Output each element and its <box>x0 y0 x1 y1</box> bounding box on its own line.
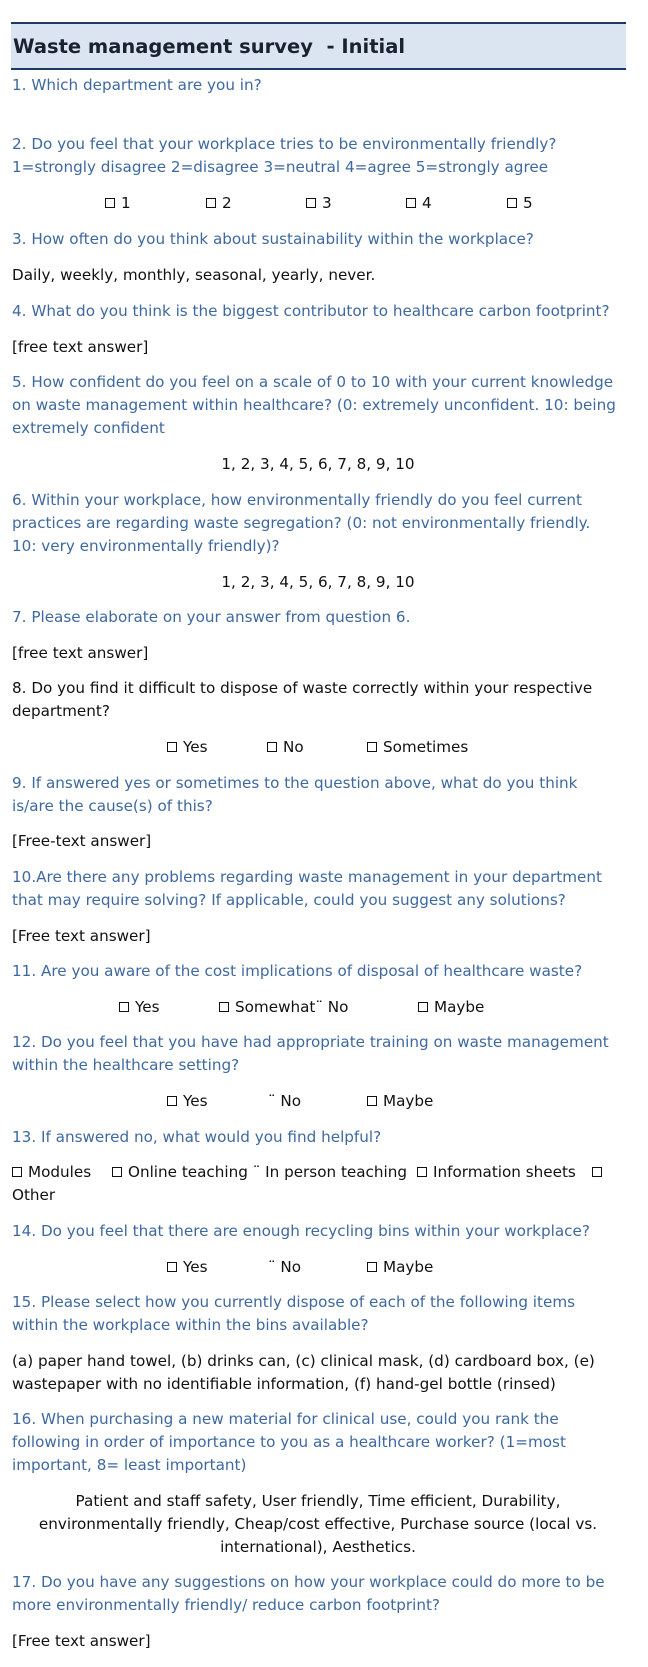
checkbox-icon <box>167 1096 177 1106</box>
q11-option-yes[interactable]: Yes <box>119 996 160 1019</box>
question-10-line-2: that may require solving? If applicable, could you suggest any solutions? <box>12 891 566 909</box>
question-5-scale: 1, 2, 3, 4, 5, 6, 7, 8, 9, 10 <box>221 455 415 473</box>
q11-option-maybe[interactable]: Maybe <box>418 996 484 1019</box>
question-12-line-1: 12. Do you feel that you have had appropriate training on waste management <box>12 1033 609 1051</box>
q8-option-sometimes[interactable]: Sometimes <box>367 736 468 759</box>
question-7-answer: [free text answer] <box>12 644 149 662</box>
question-16-line-2: following in order of importance to you as a healthcare worker? (1=most <box>12 1433 566 1451</box>
q13-option-modules[interactable]: Modules <box>12 1161 91 1184</box>
q2-option-2[interactable]: 2 <box>206 192 232 215</box>
question-7: 7. Please elaborate on your answer from question 6. <box>12 608 411 626</box>
checkbox-icon <box>167 742 177 752</box>
checkbox-icon <box>367 742 377 752</box>
question-16-answer-line-1: Patient and staff safety, User friendly, Time efficient, Durability, <box>75 1492 561 1510</box>
q14-option-yes[interactable]: Yes <box>167 1256 208 1279</box>
checkbox-icon <box>507 198 517 208</box>
question-8-line-2: department? <box>12 702 110 720</box>
question-4: 4. What do you think is the biggest contributor to healthcare carbon footprint? <box>12 302 610 320</box>
survey-title-bar <box>11 22 626 70</box>
question-6-scale: 1, 2, 3, 4, 5, 6, 7, 8, 9, 10 <box>221 573 415 591</box>
q11-option-somewhat[interactable]: Somewhat¨ No <box>219 996 348 1019</box>
question-5-line-3: extremely confident <box>12 419 165 437</box>
question-2: 2. Do you feel that your workplace tries to be environmentally friendly? <box>12 135 557 153</box>
q8-option-no[interactable]: No <box>267 736 304 759</box>
checkbox-icon <box>406 198 416 208</box>
checkbox-icon <box>219 1002 229 1012</box>
question-15-answer-line-2: wastepaper with no identifiable information, (f) hand-gel bottle (rinsed) <box>12 1375 556 1393</box>
q8-option-yes[interactable]: Yes <box>167 736 208 759</box>
q14-option-no[interactable]: ¨ No <box>268 1258 302 1276</box>
q2-option-3[interactable]: 3 <box>306 192 332 215</box>
q12-option-yes[interactable]: Yes <box>167 1090 208 1113</box>
question-5-line-2: on waste management within healthcare? (0: extremely unconfident. 10: being <box>12 396 616 414</box>
checkbox-icon <box>119 1002 129 1012</box>
checkbox-icon <box>12 1167 22 1177</box>
question-16-answer-line-2: environmentally friendly, Cheap/cost effective, Purchase source (local vs. <box>38 1515 598 1533</box>
question-10-line-1: 10.Are there any problems regarding waste management in your department <box>12 868 602 886</box>
question-6-line-2: practices are regarding waste segregation? (0: not environmentally friendly. <box>12 514 591 532</box>
question-14: 14. Do you feel that there are enough recycling bins within your workplace? <box>12 1222 590 1240</box>
question-9-line-2: is/are the cause(s) of this? <box>12 797 213 815</box>
checkbox-icon <box>367 1262 377 1272</box>
question-3: 3. How often do you think about sustainability within the workplace? <box>12 230 534 248</box>
q2-option-5[interactable]: 5 <box>507 192 533 215</box>
question-6-line-1: 6. Within your workplace, how environmentally friendly do you feel current <box>12 491 582 509</box>
checkbox-icon <box>417 1167 427 1177</box>
checkbox-icon <box>112 1167 122 1177</box>
question-5-line-1: 5. How confident do you feel on a scale of 0 to 10 with your current knowledge <box>12 373 614 391</box>
question-15-line-1: 15. Please select how you currently dispose of each of the following items <box>12 1293 576 1311</box>
question-16-answer-line-3: international), Aesthetics. <box>220 1538 416 1556</box>
question-10-answer: [Free text answer] <box>12 927 151 945</box>
q13-option-online-teaching[interactable]: Online teaching ¨ In person teaching <box>112 1161 407 1184</box>
checkbox-icon <box>267 742 277 752</box>
q13-option-information-sheets[interactable]: Information sheets <box>417 1161 576 1184</box>
question-2-scale: 1=strongly disagree 2=disagree 3=neutral 4=agree 5=strongly agree <box>12 158 549 176</box>
question-15-line-2: within the workplace within the bins available? <box>12 1316 369 1334</box>
checkbox-icon <box>592 1167 602 1177</box>
q14-option-maybe[interactable]: Maybe <box>367 1256 433 1279</box>
page-title: Waste management survey - Initial <box>13 35 406 58</box>
question-16-line-3: important, 8= least important) <box>12 1456 247 1474</box>
q2-option-1[interactable]: 1 <box>105 192 131 215</box>
question-6-line-3: 10: very environmentally friendly)? <box>12 537 280 555</box>
checkbox-icon <box>306 198 316 208</box>
q13-option-other-label: Other <box>12 1186 56 1204</box>
question-9-answer: [Free-text answer] <box>12 832 152 850</box>
q12-option-maybe[interactable]: Maybe <box>367 1090 433 1113</box>
question-8-line-1: 8. Do you find it difficult to dispose of waste correctly within your respective <box>12 679 593 697</box>
question-12-line-2: within the healthcare setting? <box>12 1056 240 1074</box>
q12-option-no[interactable]: ¨ No <box>268 1092 302 1110</box>
question-17-answer: [Free text answer] <box>12 1632 151 1650</box>
question-13: 13. If answered no, what would you find helpful? <box>12 1128 382 1146</box>
q13-option-other-checkbox[interactable] <box>592 1161 608 1184</box>
checkbox-icon <box>367 1096 377 1106</box>
q2-option-4[interactable]: 4 <box>406 192 432 215</box>
checkbox-icon <box>167 1262 177 1272</box>
question-3-answer: Daily, weekly, monthly, seasonal, yearly, never. <box>12 266 376 284</box>
question-15-answer-line-1: (a) paper hand towel, (b) drinks can, (c) clinical mask, (d) cardboard box, (e) <box>12 1352 595 1370</box>
question-17-line-2: more environmentally friendly/ reduce carbon footprint? <box>12 1596 440 1614</box>
question-4-answer: [free text answer] <box>12 338 149 356</box>
checkbox-icon <box>206 198 216 208</box>
question-17-line-1: 17. Do you have any suggestions on how your workplace could do more to be <box>12 1573 605 1591</box>
question-1: 1. Which department are you in? <box>12 76 262 94</box>
question-16-line-1: 16. When purchasing a new material for clinical use, could you rank the <box>12 1410 559 1428</box>
question-11: 11. Are you aware of the cost implications of disposal of healthcare waste? <box>12 962 583 980</box>
question-9-line-1: 9. If answered yes or sometimes to the question above, what do you think <box>12 774 578 792</box>
checkbox-icon <box>105 198 115 208</box>
checkbox-icon <box>418 1002 428 1012</box>
